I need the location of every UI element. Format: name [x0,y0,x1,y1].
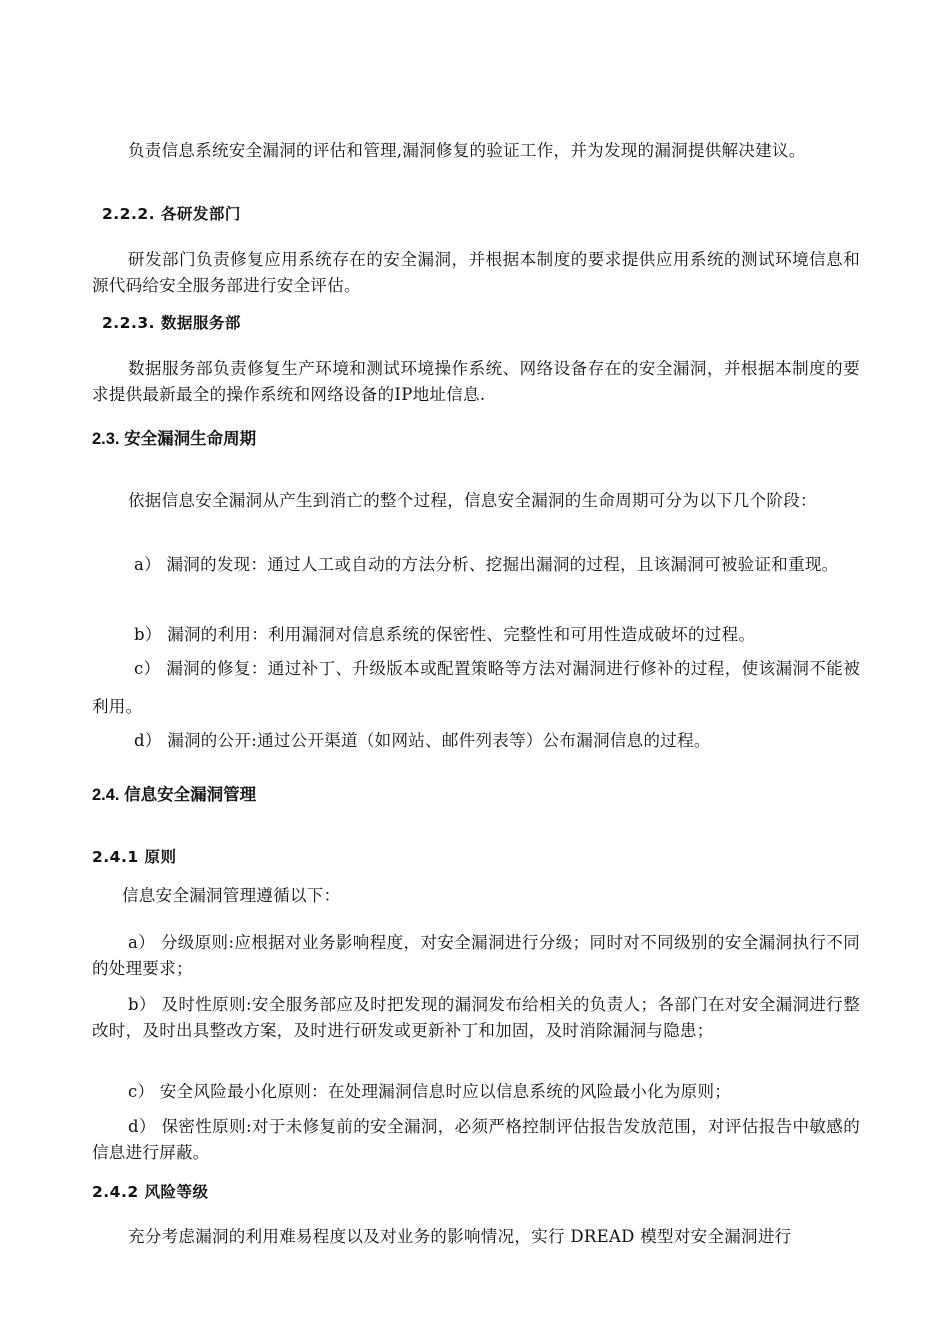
paragraph-risk-level: 充分考虑漏洞的利用难易程度以及对业务的影响情况，实行 DREAD 模型对安全漏洞进行 [128,1227,792,1246]
principle-a-grading: a） 分级原则:应根据对业务影响程度，对安全漏洞进行分级；同时对不同级别的安全漏洞执行不同的处理要求； [92,933,860,978]
paragraph-rd-dept-duty: 研发部门负责修复应用系统存在的安全漏洞，并根据本制度的要求提供应用系统的测试环境信息和源代码给安全服务部进行安全评估。 [92,250,860,295]
heading-2-2-2: 2.2.2. 各研发部门 [102,205,241,223]
paragraph-lifecycle-intro: 依据信息安全漏洞从产生到消亡的整个过程，信息安全漏洞的生命周期可分为以下几个阶段： [128,491,817,510]
list-item-d-disclosure: d） 漏洞的公开:通过公开渠道（如网站、邮件列表等）公布漏洞信息的过程。 [134,731,711,750]
paragraph-principles-intro: 信息安全漏洞管理遵循以下： [122,886,341,905]
paragraph-data-service-duty: 数据服务部负责修复生产环境和测试环境操作系统、网络设备存在的安全漏洞，并根据本制度的要求提供最新最全的操作系统和网络设备的IP地址信息. [92,359,860,404]
heading-2-4-2: 2.4.2 风险等级 [92,1183,209,1201]
heading-2-3: 2.3. 安全漏洞生命周期 [92,430,257,448]
list-item-c-remediation: c） 漏洞的修复：通过补丁、升级版本或配置策略等方法对漏洞进行修补的过程，使该漏洞不能被利用。 [92,659,860,716]
heading-2-4: 2.4. 信息安全漏洞管理 [92,786,257,804]
principle-d-confidentiality: d） 保密性原则:对于未修复前的安全漏洞，必须严格控制评估报告发放范围，对评估报告中敏感的信息进行屏蔽。 [92,1117,860,1162]
heading-2-2-3: 2.2.3. 数据服务部 [102,314,241,332]
principle-b-timeliness: b） 及时性原则:安全服务部应及时把发现的漏洞发布给相关的负责人；各部门在对安全漏洞进行整改时，及时出具整改方案，及时进行研发或更新补丁和加固，及时消除漏洞与隐患； [92,995,860,1040]
principle-c-risk-minimization: c） 安全风险最小化原则：在处理漏洞信息时应以信息系统的风险最小化为原则； [128,1082,732,1101]
paragraph-security-dept-duty: 负责信息系统安全漏洞的评估和管理,漏洞修复的验证工作，并为发现的漏洞提供解决建议。 [128,141,806,160]
list-item-a-discovery: a） 漏洞的发现：通过人工或自动的方法分析、挖掘出漏洞的过程，且该漏洞可被验证和重现。 [134,555,839,574]
list-item-b-exploitation: b） 漏洞的利用：利用漏洞对信息系统的保密性、完整性和可用性造成破坏的过程。 [134,625,756,644]
heading-2-4-1: 2.4.1 原则 [92,848,177,866]
